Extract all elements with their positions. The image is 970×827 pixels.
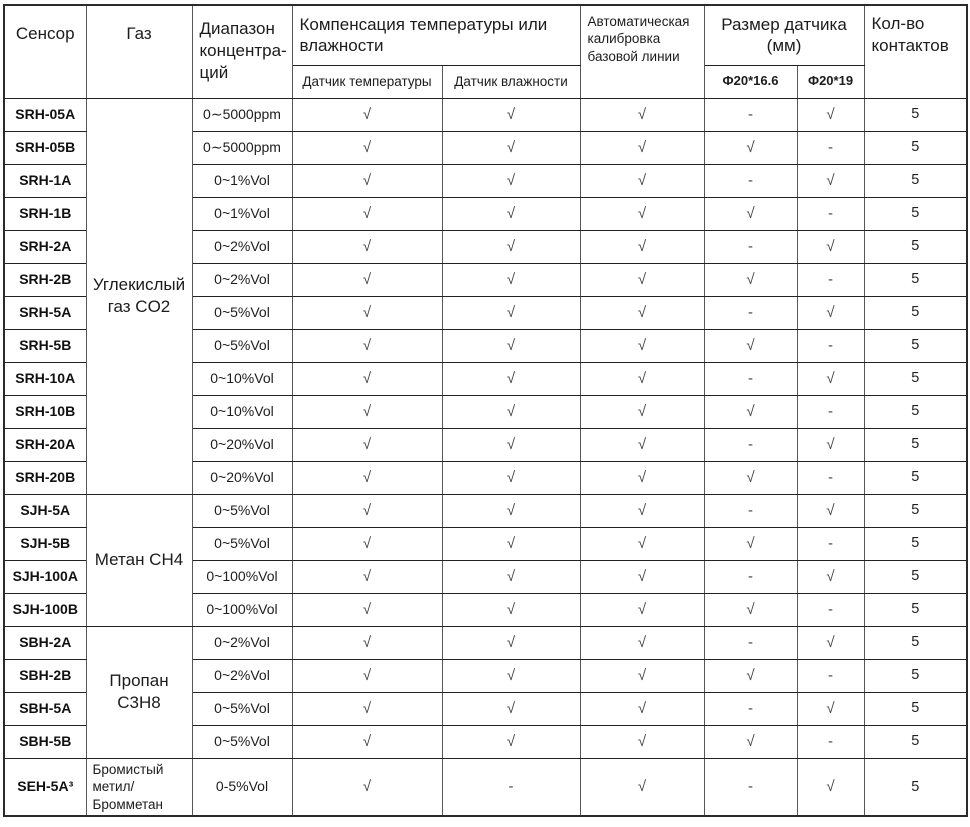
sensor-cell: SRH-2B [4, 263, 86, 296]
table-header [4, 5, 967, 98]
sensor-cell: SEH-5A³ [4, 758, 86, 816]
size-b-cell: - [797, 461, 864, 494]
humidity-compensation-cell: √ [442, 428, 580, 461]
contacts-cell: 5 [864, 362, 967, 395]
contacts-cell: 5 [864, 461, 967, 494]
sensor-cell: SRH-20A [4, 428, 86, 461]
size-b-cell: - [797, 197, 864, 230]
humidity-compensation-cell: √ [442, 527, 580, 560]
range-cell: 0~20%Vol [192, 428, 292, 461]
size-a-cell: √ [704, 263, 797, 296]
sensor-cell: SJH-100A [4, 560, 86, 593]
contacts-cell: 5 [864, 263, 967, 296]
temp-compensation-cell: √ [292, 758, 442, 816]
contacts-cell: 5 [864, 725, 967, 758]
humidity-compensation-cell: √ [442, 593, 580, 626]
size-a-cell: - [704, 362, 797, 395]
temp-compensation-cell: √ [292, 131, 442, 164]
col-header-compensation: Компенсация температуры или влажности [292, 5, 580, 65]
auto-calibration-cell: √ [580, 461, 704, 494]
sensor-cell: SRH-10A [4, 362, 86, 395]
size-a-cell: √ [704, 527, 797, 560]
contacts-cell: 5 [864, 659, 967, 692]
contacts-cell: 5 [864, 395, 967, 428]
range-cell: 0~5%Vol [192, 296, 292, 329]
table-row [4, 494, 967, 527]
size-a-cell: - [704, 494, 797, 527]
auto-calibration-cell: √ [580, 98, 704, 131]
sensor-cell: SRH-10B [4, 395, 86, 428]
temp-compensation-cell: √ [292, 626, 442, 659]
humidity-compensation-cell: √ [442, 131, 580, 164]
sensor-cell: SBH-5A [4, 692, 86, 725]
humidity-compensation-cell: √ [442, 197, 580, 230]
humidity-compensation-cell: √ [442, 725, 580, 758]
temp-compensation-cell: √ [292, 164, 442, 197]
col-header-gas: Газ [86, 5, 192, 98]
range-cell: 0-5%Vol [192, 758, 292, 816]
humidity-compensation-cell: - [442, 758, 580, 816]
col-header-size: Размер датчика (мм) [704, 5, 864, 65]
size-a-cell: √ [704, 659, 797, 692]
temp-compensation-cell: √ [292, 659, 442, 692]
humidity-compensation-cell: √ [442, 494, 580, 527]
col-header-range: Диапазон концентра-ций [192, 5, 292, 98]
size-b-cell: √ [797, 626, 864, 659]
size-b-cell: √ [797, 362, 864, 395]
temp-compensation-cell: √ [292, 296, 442, 329]
col-header-temp-sensor: Датчик температуры [292, 65, 442, 98]
contacts-cell: 5 [864, 197, 967, 230]
contacts-cell: 5 [864, 296, 967, 329]
range-cell: 0∼5000ppm [192, 131, 292, 164]
sensor-cell: SRH-5B [4, 329, 86, 362]
range-cell: 0~5%Vol [192, 494, 292, 527]
size-b-cell: √ [797, 494, 864, 527]
size-a-cell: - [704, 230, 797, 263]
contacts-cell: 5 [864, 692, 967, 725]
size-b-cell: - [797, 725, 864, 758]
range-cell: 0~2%Vol [192, 230, 292, 263]
sensor-cell: SRH-20B [4, 461, 86, 494]
table-row [4, 626, 967, 659]
range-cell: 0~2%Vol [192, 263, 292, 296]
contacts-cell: 5 [864, 428, 967, 461]
size-b-cell: √ [797, 98, 864, 131]
gas-cell: Углекислый газ CO2 [86, 98, 192, 494]
range-cell: 0~5%Vol [192, 692, 292, 725]
temp-compensation-cell: √ [292, 197, 442, 230]
size-a-cell: √ [704, 461, 797, 494]
humidity-compensation-cell: √ [442, 362, 580, 395]
auto-calibration-cell: √ [580, 725, 704, 758]
humidity-compensation-cell: √ [442, 560, 580, 593]
size-a-cell: √ [704, 131, 797, 164]
auto-calibration-cell: √ [580, 131, 704, 164]
size-b-cell: √ [797, 296, 864, 329]
range-cell: 0~2%Vol [192, 659, 292, 692]
auto-calibration-cell: √ [580, 692, 704, 725]
temp-compensation-cell: √ [292, 692, 442, 725]
temp-compensation-cell: √ [292, 329, 442, 362]
gas-cell: Метан CH4 [86, 494, 192, 626]
humidity-compensation-cell: √ [442, 659, 580, 692]
size-a-cell: - [704, 98, 797, 131]
temp-compensation-cell: √ [292, 395, 442, 428]
contacts-cell: 5 [864, 230, 967, 263]
table-row [4, 98, 967, 131]
col-header-size-a: Ф20*16.6 [704, 65, 797, 98]
auto-calibration-cell: √ [580, 230, 704, 263]
humidity-compensation-cell: √ [442, 626, 580, 659]
humidity-compensation-cell: √ [442, 98, 580, 131]
contacts-cell: 5 [864, 494, 967, 527]
auto-calibration-cell: √ [580, 197, 704, 230]
size-b-cell: √ [797, 692, 864, 725]
col-header-humidity-sensor: Датчик влажности [442, 65, 580, 98]
size-a-cell: - [704, 758, 797, 816]
humidity-compensation-cell: √ [442, 164, 580, 197]
humidity-compensation-cell: √ [442, 395, 580, 428]
range-cell: 0~5%Vol [192, 329, 292, 362]
auto-calibration-cell: √ [580, 626, 704, 659]
auto-calibration-cell: √ [580, 758, 704, 816]
temp-compensation-cell: √ [292, 593, 442, 626]
sensor-cell: SRH-1A [4, 164, 86, 197]
contacts-cell: 5 [864, 560, 967, 593]
sensor-spec-table [3, 4, 968, 817]
humidity-compensation-cell: √ [442, 692, 580, 725]
size-b-cell: - [797, 593, 864, 626]
size-a-cell: √ [704, 197, 797, 230]
size-b-cell: - [797, 395, 864, 428]
sensor-cell: SRH-05B [4, 131, 86, 164]
range-cell: 0~1%Vol [192, 164, 292, 197]
auto-calibration-cell: √ [580, 593, 704, 626]
size-b-cell: - [797, 527, 864, 560]
auto-calibration-cell: √ [580, 329, 704, 362]
range-cell: 0∼5000ppm [192, 98, 292, 131]
size-a-cell: - [704, 428, 797, 461]
sensor-cell: SBH-2B [4, 659, 86, 692]
size-a-cell: - [704, 626, 797, 659]
humidity-compensation-cell: √ [442, 296, 580, 329]
size-b-cell: - [797, 659, 864, 692]
size-a-cell: √ [704, 593, 797, 626]
sensor-cell: SRH-05A [4, 98, 86, 131]
contacts-cell: 5 [864, 98, 967, 131]
size-a-cell: √ [704, 725, 797, 758]
col-header-sensor: Сенсор [4, 5, 86, 98]
header-row-1 [4, 5, 967, 65]
range-cell: 0~20%Vol [192, 461, 292, 494]
range-cell: 0~1%Vol [192, 197, 292, 230]
auto-calibration-cell: √ [580, 164, 704, 197]
temp-compensation-cell: √ [292, 494, 442, 527]
temp-compensation-cell: √ [292, 461, 442, 494]
temp-compensation-cell: √ [292, 98, 442, 131]
contacts-cell: 5 [864, 593, 967, 626]
sensor-cell: SRH-1B [4, 197, 86, 230]
range-cell: 0~10%Vol [192, 395, 292, 428]
auto-calibration-cell: √ [580, 263, 704, 296]
temp-compensation-cell: √ [292, 560, 442, 593]
contacts-cell: 5 [864, 758, 967, 816]
size-a-cell: - [704, 296, 797, 329]
temp-compensation-cell: √ [292, 230, 442, 263]
auto-calibration-cell: √ [580, 560, 704, 593]
size-b-cell: - [797, 263, 864, 296]
humidity-compensation-cell: √ [442, 263, 580, 296]
sensor-cell: SJH-5A [4, 494, 86, 527]
contacts-cell: 5 [864, 329, 967, 362]
range-cell: 0~5%Vol [192, 725, 292, 758]
contacts-cell: 5 [864, 626, 967, 659]
humidity-compensation-cell: √ [442, 230, 580, 263]
temp-compensation-cell: √ [292, 263, 442, 296]
sensor-cell: SRH-2A [4, 230, 86, 263]
size-a-cell: √ [704, 329, 797, 362]
humidity-compensation-cell: √ [442, 461, 580, 494]
auto-calibration-cell: √ [580, 659, 704, 692]
contacts-cell: 5 [864, 527, 967, 560]
sensor-cell: SJH-5B [4, 527, 86, 560]
size-b-cell: - [797, 329, 864, 362]
auto-calibration-cell: √ [580, 527, 704, 560]
range-cell: 0~100%Vol [192, 593, 292, 626]
col-header-contacts: Кол-во контактов [864, 5, 967, 98]
range-cell: 0~5%Vol [192, 527, 292, 560]
size-b-cell: √ [797, 230, 864, 263]
auto-calibration-cell: √ [580, 428, 704, 461]
range-cell: 0~2%Vol [192, 626, 292, 659]
contacts-cell: 5 [864, 131, 967, 164]
size-a-cell: √ [704, 395, 797, 428]
sensor-cell: SBH-2A [4, 626, 86, 659]
table-row [4, 758, 967, 816]
size-b-cell: √ [797, 428, 864, 461]
auto-calibration-cell: √ [580, 362, 704, 395]
humidity-compensation-cell: √ [442, 329, 580, 362]
auto-calibration-cell: √ [580, 494, 704, 527]
size-b-cell: √ [797, 164, 864, 197]
col-header-size-b: Ф20*19 [797, 65, 864, 98]
contacts-cell: 5 [864, 164, 967, 197]
temp-compensation-cell: √ [292, 428, 442, 461]
gas-cell: Бромистый метил/ Бромметан [86, 758, 192, 816]
auto-calibration-cell: √ [580, 296, 704, 329]
temp-compensation-cell: √ [292, 362, 442, 395]
sensor-cell: SJH-100B [4, 593, 86, 626]
size-b-cell: √ [797, 560, 864, 593]
sensor-cell: SRH-5A [4, 296, 86, 329]
sensor-cell: SBH-5B [4, 725, 86, 758]
size-a-cell: - [704, 692, 797, 725]
col-header-auto-calibration: Автоматическая калибровка базовой линии [580, 5, 704, 98]
range-cell: 0~10%Vol [192, 362, 292, 395]
temp-compensation-cell: √ [292, 725, 442, 758]
size-a-cell: - [704, 164, 797, 197]
temp-compensation-cell: √ [292, 527, 442, 560]
size-a-cell: - [704, 560, 797, 593]
auto-calibration-cell: √ [580, 395, 704, 428]
gas-cell: Пропан C3H8 [86, 626, 192, 758]
size-b-cell: √ [797, 758, 864, 816]
size-b-cell: - [797, 131, 864, 164]
table-body [4, 98, 967, 816]
range-cell: 0~100%Vol [192, 560, 292, 593]
